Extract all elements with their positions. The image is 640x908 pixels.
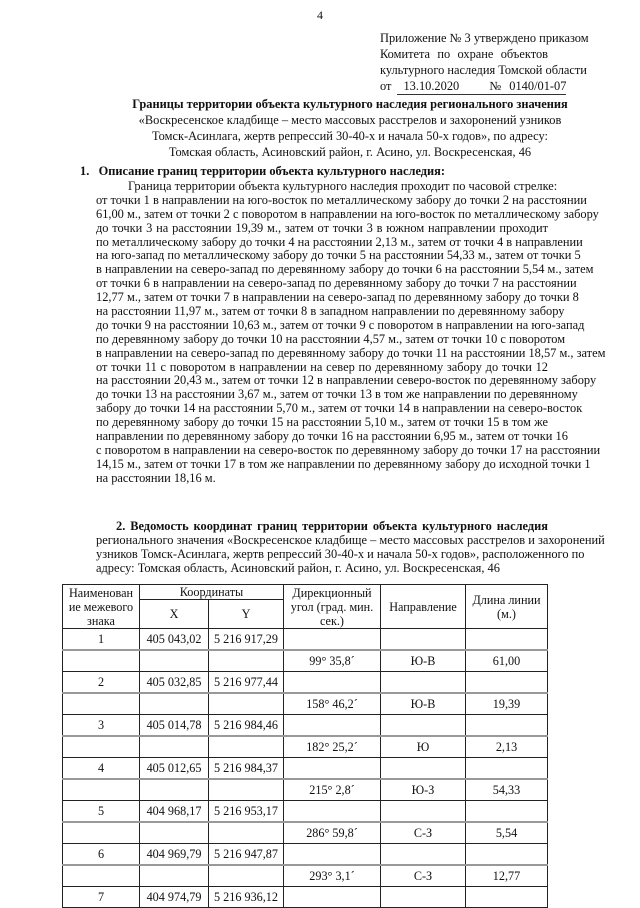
cell-direction (381, 801, 466, 823)
paragraph-line: по деревянному забору до точки 15 на расстоянии 5,10 м., затем от точки 15 в том же (96, 415, 548, 430)
cell-y: 5 216 984,46 (209, 715, 284, 737)
cell-length (466, 801, 548, 823)
cell-direction: С-З (381, 865, 466, 887)
cell-x: 404 974,79 (140, 887, 209, 908)
cell-direction (381, 672, 466, 694)
paragraph-line: на расстоянии 18,16 м. (96, 470, 216, 485)
section2-text (96, 519, 605, 575)
approval-line: Приложение № 3 утверждено приказом (380, 31, 589, 45)
table-row (63, 736, 548, 758)
cell-y (209, 865, 284, 887)
paragraph-line: по деревянному забору до точки 10 на расстоянии 4,57 м., затем от точки 10 с поворотом (96, 331, 566, 346)
cell-point (63, 650, 140, 672)
cell-direction: Ю-З (381, 779, 466, 801)
cell-length: 5,54 (466, 822, 548, 844)
cell-point: 6 (63, 844, 140, 866)
cell-length (466, 887, 548, 908)
cell-x: 405 012,65 (140, 758, 209, 780)
table-row (63, 822, 548, 844)
approval-block (380, 30, 589, 94)
cell-direction: Ю-В (381, 650, 466, 672)
paragraph-line: в направлении на северо-запад по деревянному забору до точки 11 на расстоянии 18,57 м., затем (96, 345, 606, 360)
table-row (63, 650, 548, 672)
cell-y (209, 779, 284, 801)
header-angle: Дирекционный угол (град. мин. сек.) (284, 585, 381, 629)
cell-length (466, 715, 548, 737)
cell-direction (381, 758, 466, 780)
section2-line: регионального значения «Воскресенское кладбище – место массовых расстрелов и захоронений (96, 533, 605, 547)
title-line: Томск-Асинлага, жертв репрессий 30-40-х и начала 50-х годов», по адресу: (152, 129, 548, 143)
table-row (63, 715, 548, 737)
cell-y (209, 736, 284, 758)
page-number: 4 (317, 8, 323, 22)
section1-text (96, 179, 606, 486)
cell-direction (381, 629, 466, 651)
section2-heading: 2. Ведомость координат границ территории объекта культурного наследия (116, 519, 548, 533)
table-row (63, 629, 548, 651)
header-coords: Координаты (140, 585, 284, 600)
cell-angle (284, 887, 381, 908)
cell-x: 405 043,02 (140, 629, 209, 651)
paragraph-line: на расстоянии 20,43 м., затем от точки 12 в направлении северо-восток по деревянному забору (96, 373, 597, 388)
paragraph-line: до точки 9 на расстоянии 10,63 м., затем от точки 9 с поворотом в направлении на юго-запад (96, 317, 585, 332)
paragraph-line: забору до точки 14 на расстоянии 5,70 м., затем от точки 14 в направлении на северо-восток (96, 401, 583, 416)
table-row (63, 779, 548, 801)
header-x: X (140, 600, 209, 629)
cell-y: 5 216 977,44 (209, 672, 284, 694)
title-heading: Границы территории объекта культурного наследия регионального значения (132, 97, 568, 111)
cell-point (63, 693, 140, 715)
cell-angle (284, 801, 381, 823)
cell-angle (284, 715, 381, 737)
cell-y: 5 216 936,12 (209, 887, 284, 908)
cell-point: 7 (63, 887, 140, 908)
cell-x (140, 736, 209, 758)
cell-length: 12,77 (466, 865, 548, 887)
cell-y: 5 216 917,29 (209, 629, 284, 651)
coordinates-table (62, 584, 548, 908)
cell-x (140, 693, 209, 715)
paragraph-line: 12,77 м., затем от точки 7 в направлении на северо-запад по деревянному забору до точки 8 (96, 290, 579, 305)
cell-direction: С-З (381, 822, 466, 844)
paragraph-line: на юго-запад по металлическому забору до точки 5 на расстоянии 54,33 м., затем от точки 5 (96, 248, 581, 263)
document-title (60, 96, 640, 160)
paragraph-line: от точки 6 в направлении на северо-запад по деревянному забору до точки 7 на расстоянии (96, 276, 577, 291)
cell-angle: 286° 59,8´ (284, 822, 381, 844)
cell-point: 5 (63, 801, 140, 823)
cell-y (209, 693, 284, 715)
paragraph-line: от точки 1 в направлении на юго-восток по металлическому забору до точки 2 на расстоянии (96, 192, 587, 207)
number-prefix: № (489, 79, 502, 93)
cell-angle (284, 672, 381, 694)
cell-x (140, 650, 209, 672)
cell-x (140, 822, 209, 844)
cell-angle: 99° 35,8´ (284, 650, 381, 672)
cell-point (63, 822, 140, 844)
cell-angle: 158° 46,2´ (284, 693, 381, 715)
approval-date: 13.10.2020 (403, 79, 460, 93)
paragraph-line: 14,15 м., затем от точки 17 в том же направлении по деревянному забору до исходной точки 1 (96, 456, 591, 471)
paragraph-line: направлении по деревянному забору до точки 16 на расстоянии 6,95 м., затем от точки 16 (96, 429, 568, 444)
table-row (63, 758, 548, 780)
cell-point (63, 865, 140, 887)
cell-point: 1 (63, 629, 140, 651)
cell-length (466, 672, 548, 694)
cell-x: 404 968,17 (140, 801, 209, 823)
paragraph-line: Граница территории объекта культурного наследия проходит по часовой стрелке: (128, 179, 558, 193)
approval-line: Комитета по охране объектов (380, 47, 548, 61)
cell-y: 5 216 947,87 (209, 844, 284, 866)
cell-length (466, 758, 548, 780)
cell-direction (381, 887, 466, 908)
paragraph-line: до точки 13 на расстоянии 3,67 м., затем от точки 13 в том же направлении по деревянному (96, 387, 578, 402)
paragraph-line: 61,00 м., затем от точки 2 с поворотом в направлении на юго-восток по металлическому забору (96, 206, 599, 221)
table-row (63, 865, 548, 887)
cell-point (63, 736, 140, 758)
table-row (63, 801, 548, 823)
section2-line: узников Томск-Асинлага, жертв репрессий 30-40-х и начала 50-х годов», расположенного по (96, 547, 585, 561)
cell-angle (284, 844, 381, 866)
cell-x: 405 014,78 (140, 715, 209, 737)
cell-length (466, 844, 548, 866)
table-row (63, 887, 548, 908)
section1-heading: 1. Описание границ территории объекта культурного наследия: (80, 164, 446, 178)
cell-direction (381, 715, 466, 737)
title-line: «Воскресенское кладбище – место массовых расстрелов и захоронений узников (138, 113, 562, 127)
cell-length: 2,13 (466, 736, 548, 758)
cell-x (140, 779, 209, 801)
cell-x: 405 032,85 (140, 672, 209, 694)
cell-angle (284, 629, 381, 651)
table-row (63, 672, 548, 694)
title-line: Томская область, Асиновский район, г. Асино, ул. Воскресенская, 46 (168, 145, 532, 159)
paragraph-line: до точки 3 на расстоянии 19,39 м., затем от точки 3 в южном направлении проходит (96, 220, 548, 235)
cell-point: 2 (63, 672, 140, 694)
cell-y (209, 650, 284, 672)
paragraph-line: на расстоянии 11,97 м., затем от точки 8 в западном направлении по деревянному забору (96, 304, 565, 319)
cell-direction (381, 844, 466, 866)
cell-length: 19,39 (466, 693, 548, 715)
approval-number: 0140/01-07 (509, 79, 567, 93)
approval-date-line (380, 78, 567, 94)
cell-y: 5 216 984,37 (209, 758, 284, 780)
cell-direction: Ю-В (381, 693, 466, 715)
paragraph-line: от точки 11 с поворотом в направлении на север по деревянному забору до точки 12 (96, 359, 548, 374)
cell-point: 3 (63, 715, 140, 737)
approval-line: культурного наследия Томской области (380, 63, 587, 77)
cell-length (466, 629, 548, 651)
cell-y (209, 822, 284, 844)
section2-line: адресу: Томская область, Асиновский район, г. Асино, ул. Воскресенская, 46 (96, 561, 500, 575)
header-length: Длина линии (м.) (466, 585, 548, 629)
cell-angle: 293° 3,1´ (284, 865, 381, 887)
date-number-underline (397, 78, 566, 95)
header-direction: Направление (381, 585, 466, 629)
cell-angle: 215° 2,8´ (284, 779, 381, 801)
table-row (63, 693, 548, 715)
paragraph-line: в направлении на северо-запад по деревянному забору до точки 6 на расстоянии 5,54 м., затем (96, 262, 594, 277)
paragraph-line: с поворотом в направлении на северо-восток по деревянному забору до точки 17 на расстоянии (96, 442, 601, 457)
cell-angle (284, 758, 381, 780)
cell-point: 4 (63, 758, 140, 780)
header-name: Наименован ие межевого знака (63, 585, 140, 629)
cell-x: 404 969,79 (140, 844, 209, 866)
date-prefix: от (380, 79, 392, 93)
cell-angle: 182° 25,2´ (284, 736, 381, 758)
cell-x (140, 865, 209, 887)
cell-length: 54,33 (466, 779, 548, 801)
cell-length: 61,00 (466, 650, 548, 672)
cell-point (63, 779, 140, 801)
header-y: Y (209, 600, 284, 629)
paragraph-line: по металлическому забору до точки 4 на расстоянии 2,13 м., затем от точки 4 в направлении (96, 234, 583, 249)
table-row (63, 844, 548, 866)
cell-y: 5 216 953,17 (209, 801, 284, 823)
cell-direction: Ю (381, 736, 466, 758)
